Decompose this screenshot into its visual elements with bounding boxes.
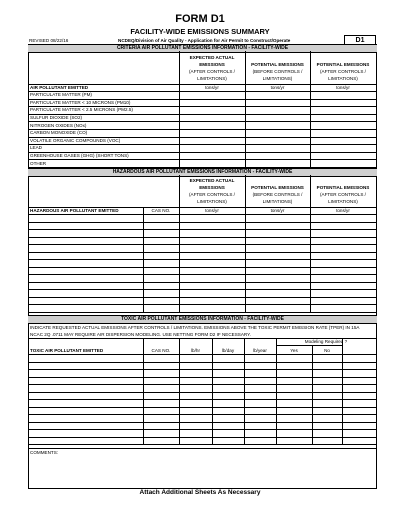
criteria-pollutant-label: PARTICULATE MATTER < 10 MICRONS (PM10) bbox=[30, 99, 131, 105]
toxic-entry-cell[interactable] bbox=[180, 408, 211, 414]
hap-entry-cell[interactable] bbox=[180, 253, 244, 259]
hap-unit-1: tons/yr bbox=[205, 208, 219, 213]
toxic-entry-cell[interactable] bbox=[29, 370, 142, 376]
toxic-entry-cell[interactable] bbox=[180, 363, 211, 369]
hap-entry-cell[interactable] bbox=[311, 283, 375, 289]
criteria-value-cell[interactable] bbox=[246, 138, 309, 144]
hap-entry-cell[interactable] bbox=[144, 283, 178, 289]
hap-entry-cell[interactable] bbox=[180, 215, 244, 221]
toxic-entry-cell[interactable] bbox=[277, 355, 311, 361]
hap-entry-cell[interactable] bbox=[180, 290, 244, 296]
toxic-instructions-line1: INDICATE REQUESTED ACTUAL EMISSIONS AFTER CONTROLS / LIMITATIONS. EMISSIONS ABOVE THE TOXIC PERMIT EMISSION RATE (TPER) IN 15A bbox=[30, 325, 360, 330]
hap-entry-cell[interactable] bbox=[311, 305, 375, 311]
hap-col1-line1: EXPECTED ACTUAL bbox=[189, 178, 235, 183]
hap-col3-line1: POTENTIAL EMISSIONS bbox=[316, 185, 370, 190]
toxic-entry-cell[interactable] bbox=[313, 423, 341, 429]
hazardous-section-header: HAZARDOUS AIR POLLUTANT EMISSIONS INFORMATION - FACILITY-WIDE bbox=[28, 168, 377, 177]
toxic-entry-cell[interactable] bbox=[277, 363, 311, 369]
hap-entry-cell[interactable] bbox=[311, 268, 375, 274]
hap-entry-cell[interactable] bbox=[311, 260, 375, 266]
criteria-value-cell[interactable] bbox=[311, 107, 375, 113]
toxic-entry-cell[interactable] bbox=[313, 363, 341, 369]
criteria-col1-line1: EXPECTED ACTUAL bbox=[189, 55, 235, 60]
toxic-entry-cell[interactable] bbox=[277, 423, 311, 429]
attach-sheets-note: Attach Additional Sheets As Necessary bbox=[139, 489, 261, 496]
criteria-pollutant-label: OTHER bbox=[30, 160, 47, 166]
toxic-entry-cell[interactable] bbox=[29, 430, 142, 436]
criteria-col1-line3: (AFTER CONTROLS / bbox=[189, 69, 235, 74]
toxic-entry-cell[interactable] bbox=[29, 400, 142, 406]
toxic-entry-cell[interactable] bbox=[144, 415, 178, 421]
toxic-entry-cell[interactable] bbox=[29, 423, 142, 429]
criteria-pollutant-label: CARBON MONOXIDE (CO) bbox=[30, 130, 88, 136]
toxic-entry-cell[interactable] bbox=[313, 355, 341, 361]
hap-entry-cell[interactable] bbox=[246, 275, 309, 281]
hap-entry-cell[interactable] bbox=[246, 245, 309, 251]
toxic-entry-cell[interactable] bbox=[245, 355, 275, 361]
hap-col2-line2: (BEFORE CONTROLS / bbox=[252, 192, 303, 197]
toxic-entry-cell[interactable] bbox=[245, 415, 275, 421]
criteria-value-cell[interactable] bbox=[180, 100, 244, 106]
hap-entry-cell[interactable] bbox=[144, 238, 178, 244]
hap-entry-cell[interactable] bbox=[29, 223, 142, 229]
hap-entry-cell[interactable] bbox=[246, 268, 309, 274]
hap-col3-line3: LIMITATIONS) bbox=[328, 199, 358, 204]
toxic-modeling-rule bbox=[276, 345, 342, 346]
toxic-entry-cell[interactable] bbox=[29, 415, 142, 421]
hap-entry-cell[interactable] bbox=[29, 253, 142, 259]
comments-label: COMMENTS: bbox=[30, 450, 59, 455]
hap-entry-cell[interactable] bbox=[144, 230, 178, 236]
toxic-entry-cell[interactable] bbox=[245, 378, 275, 384]
hap-entry-cell[interactable] bbox=[29, 275, 142, 281]
hap-entry-cell[interactable] bbox=[180, 260, 244, 266]
toxic-entry-cell[interactable] bbox=[213, 355, 243, 361]
toxic-entry-cell[interactable] bbox=[245, 430, 275, 436]
toxic-entry-cell[interactable] bbox=[144, 393, 178, 399]
criteria-value-cell[interactable] bbox=[311, 115, 375, 121]
hap-col2-line3: LIMITATIONS) bbox=[262, 199, 293, 204]
criteria-value-cell[interactable] bbox=[246, 153, 309, 159]
criteria-col1-line2: EMISSIONS bbox=[199, 62, 225, 67]
criteria-col2-line1: POTENTIAL EMISSIONS bbox=[251, 62, 304, 67]
toxic-entry-cell[interactable] bbox=[245, 385, 275, 391]
toxic-instructions-line2: NCAC 2Q .0711 MAY REQUIRE AIR DISPERSION MODELING. USE NETTING FORM D2 IF NECESSARY. bbox=[30, 332, 251, 337]
criteria-pollutant-label: VOLATILE ORGANIC COMPOUNDS (VOC) bbox=[30, 137, 121, 143]
toxic-entry-cell[interactable] bbox=[213, 423, 243, 429]
hap-entry-cell[interactable] bbox=[144, 275, 178, 281]
hap-entry-cell[interactable] bbox=[29, 305, 142, 311]
toxic-entry-cell[interactable] bbox=[277, 393, 311, 399]
toxic-col-divider bbox=[342, 338, 343, 444]
criteria-pollutant-label: GREENHOUSE GASES (GHG) (SHORT TONS) bbox=[30, 153, 129, 158]
toxic-entry-cell[interactable] bbox=[144, 400, 178, 406]
hap-col1-line2: EMISSIONS bbox=[199, 185, 225, 190]
hap-entry-cell[interactable] bbox=[29, 245, 142, 251]
toxic-entry-cell[interactable] bbox=[180, 393, 211, 399]
form-title: FORM D1 bbox=[175, 13, 225, 25]
toxic-section-header: TOXIC AIR POLLUTANT EMISSIONS INFORMATION - FACILITY-WIDE bbox=[28, 315, 377, 324]
toxic-entry-cell[interactable] bbox=[144, 378, 178, 384]
toxic-entry-cell[interactable] bbox=[213, 378, 243, 384]
hap-entry-cell[interactable] bbox=[144, 253, 178, 259]
toxic-entry-cell[interactable] bbox=[213, 393, 243, 399]
toxic-entry-cell[interactable] bbox=[180, 355, 211, 361]
toxic-entry-cell[interactable] bbox=[313, 438, 341, 444]
hap-row-rule bbox=[28, 312, 376, 313]
criteria-col3-line2: (AFTER CONTROLS / bbox=[320, 69, 366, 74]
criteria-value-cell[interactable] bbox=[180, 138, 244, 144]
hap-entry-cell[interactable] bbox=[29, 238, 142, 244]
comments-top-rule bbox=[28, 448, 376, 449]
toxic-entry-cell[interactable] bbox=[313, 393, 341, 399]
toxic-entry-cell[interactable] bbox=[29, 363, 142, 369]
hap-col1-line3: (AFTER CONTROLS / bbox=[189, 192, 235, 197]
hap-entry-cell[interactable] bbox=[144, 260, 178, 266]
toxic-entry-cell[interactable] bbox=[313, 430, 341, 436]
toxic-yes-header: Yes bbox=[290, 348, 298, 353]
criteria-value-cell[interactable] bbox=[246, 130, 309, 136]
toxic-entry-cell[interactable] bbox=[144, 430, 178, 436]
toxic-col-divider bbox=[143, 338, 144, 444]
toxic-row-header: TOXIC AIR POLLUTANT EMITTED bbox=[30, 348, 104, 353]
hap-entry-cell[interactable] bbox=[144, 290, 178, 296]
hap-entry-cell[interactable] bbox=[246, 253, 309, 259]
hap-entry-cell[interactable] bbox=[180, 298, 244, 304]
hap-entry-cell[interactable] bbox=[29, 215, 142, 221]
hap-entry-cell[interactable] bbox=[29, 290, 142, 296]
criteria-value-cell[interactable] bbox=[311, 153, 375, 159]
toxic-entry-cell[interactable] bbox=[29, 408, 142, 414]
hap-entry-cell[interactable] bbox=[246, 238, 309, 244]
hap-entry-cell[interactable] bbox=[144, 305, 178, 311]
criteria-col1-line4: LIMITATIONS) bbox=[197, 76, 227, 81]
toxic-entry-cell[interactable] bbox=[245, 363, 275, 369]
criteria-unit-3: tons/yr bbox=[336, 85, 350, 90]
criteria-value-cell[interactable] bbox=[246, 100, 309, 106]
toxic-unit-lbyear: lb/year bbox=[253, 348, 267, 353]
toxic-entry-cell[interactable] bbox=[245, 400, 275, 406]
criteria-pollutant-label: NITROGEN OXIDES (NOx) bbox=[30, 122, 87, 128]
hap-entry-cell[interactable] bbox=[180, 230, 244, 236]
hap-entry-cell[interactable] bbox=[144, 223, 178, 229]
hap-col3-line2: (AFTER CONTROLS / bbox=[320, 192, 366, 197]
toxic-entry-cell[interactable] bbox=[29, 378, 142, 384]
hap-entry-cell[interactable] bbox=[311, 275, 375, 281]
toxic-entry-cell[interactable] bbox=[180, 378, 211, 384]
toxic-col-divider bbox=[244, 338, 245, 444]
hap-entry-cell[interactable] bbox=[246, 290, 309, 296]
criteria-col3-line3: LIMITATIONS) bbox=[328, 76, 358, 81]
toxic-entry-cell[interactable] bbox=[144, 385, 178, 391]
criteria-unit-2: tons/yr bbox=[270, 85, 285, 90]
toxic-entry-cell[interactable] bbox=[144, 423, 178, 429]
hap-entry-cell[interactable] bbox=[311, 245, 375, 251]
toxic-entry-cell[interactable] bbox=[29, 355, 142, 361]
criteria-value-cell[interactable] bbox=[246, 160, 309, 166]
toxic-entry-cell[interactable] bbox=[144, 370, 178, 376]
toxic-entry-cell[interactable] bbox=[277, 385, 311, 391]
hap-entry-cell[interactable] bbox=[246, 298, 309, 304]
hap-entry-cell[interactable] bbox=[311, 290, 375, 296]
hap-entry-cell[interactable] bbox=[311, 238, 375, 244]
hap-entry-cell[interactable] bbox=[180, 283, 244, 289]
toxic-entry-cell[interactable] bbox=[313, 385, 341, 391]
criteria-value-cell[interactable] bbox=[311, 122, 375, 128]
hap-entry-cell[interactable] bbox=[246, 223, 309, 229]
criteria-value-cell[interactable] bbox=[180, 145, 244, 151]
toxic-entry-cell[interactable] bbox=[180, 370, 211, 376]
toxic-entry-cell[interactable] bbox=[213, 438, 243, 444]
hap-entry-cell[interactable] bbox=[180, 223, 244, 229]
toxic-entry-cell[interactable] bbox=[277, 370, 311, 376]
criteria-pollutant-label: SULFUR DIOXIDE (SO2) bbox=[30, 115, 83, 120]
toxic-entry-cell[interactable] bbox=[245, 423, 275, 429]
toxic-entry-cell[interactable] bbox=[245, 393, 275, 399]
hap-entry-cell[interactable] bbox=[144, 268, 178, 274]
criteria-value-cell[interactable] bbox=[180, 160, 244, 166]
hap-entry-cell[interactable] bbox=[246, 305, 309, 311]
criteria-col3-line1: POTENTIAL EMISSIONS bbox=[316, 62, 370, 67]
hap-unit-3: tons/yr bbox=[336, 208, 350, 213]
hap-entry-cell[interactable] bbox=[246, 283, 309, 289]
criteria-value-cell[interactable] bbox=[311, 100, 375, 106]
toxic-entry-cell[interactable] bbox=[277, 415, 311, 421]
toxic-entry-cell[interactable] bbox=[144, 438, 178, 444]
toxic-entry-cell[interactable] bbox=[29, 393, 142, 399]
hap-col1-line4: LIMITATIONS) bbox=[197, 199, 227, 204]
hap-entry-cell[interactable] bbox=[311, 253, 375, 259]
hap-entry-cell[interactable] bbox=[246, 215, 309, 221]
toxic-col-divider bbox=[276, 338, 277, 444]
comments-field[interactable] bbox=[30, 456, 370, 484]
modeling-required-label: Modeling Required ? bbox=[304, 339, 348, 344]
toxic-entry-cell[interactable] bbox=[213, 370, 243, 376]
criteria-col2-line3: LIMITATIONS) bbox=[262, 76, 293, 81]
toxic-entry-cell[interactable] bbox=[213, 415, 243, 421]
toxic-entry-cell[interactable] bbox=[180, 400, 211, 406]
hap-entry-cell[interactable] bbox=[311, 230, 375, 236]
toxic-no-header: No bbox=[324, 348, 330, 353]
toxic-entry-cell[interactable] bbox=[144, 355, 178, 361]
toxic-entry-cell[interactable] bbox=[213, 385, 243, 391]
criteria-value-cell[interactable] bbox=[246, 122, 309, 128]
hap-entry-cell[interactable] bbox=[180, 275, 244, 281]
toxic-entry-cell[interactable] bbox=[213, 400, 243, 406]
hap-entry-cell[interactable] bbox=[144, 215, 178, 221]
criteria-value-cell[interactable] bbox=[311, 130, 375, 136]
criteria-value-cell[interactable] bbox=[180, 153, 244, 159]
toxic-entry-cell[interactable] bbox=[180, 385, 211, 391]
toxic-unit-lbday: lb/day bbox=[221, 348, 235, 353]
toxic-col-divider bbox=[212, 338, 213, 444]
toxic-cas-header: CAS NO. bbox=[151, 348, 171, 353]
criteria-value-cell[interactable] bbox=[180, 122, 244, 128]
toxic-entry-cell[interactable] bbox=[180, 430, 211, 436]
hap-entry-cell[interactable] bbox=[311, 223, 375, 229]
criteria-section-header: CRITERIA AIR POLLUTANT EMISSIONS INFORMATION - FACILITY-WIDE bbox=[28, 44, 377, 53]
toxic-entry-cell[interactable] bbox=[29, 385, 142, 391]
toxic-entry-cell[interactable] bbox=[213, 408, 243, 414]
agency-line: NCDEQ/Division of Air Quality - Application for Air Permit to Construct/Operate bbox=[118, 38, 291, 43]
toxic-entry-cell[interactable] bbox=[313, 400, 341, 406]
toxic-entry-cell[interactable] bbox=[245, 370, 275, 376]
toxic-entry-cell[interactable] bbox=[313, 415, 341, 421]
criteria-value-cell[interactable] bbox=[246, 145, 309, 151]
criteria-value-cell[interactable] bbox=[311, 92, 375, 98]
hap-entry-cell[interactable] bbox=[246, 230, 309, 236]
criteria-value-cell[interactable] bbox=[311, 160, 375, 166]
toxic-entry-cell[interactable] bbox=[213, 363, 243, 369]
toxic-unit-lbhr: lb/hr bbox=[191, 348, 200, 353]
toxic-entry-cell[interactable] bbox=[277, 438, 311, 444]
hap-entry-cell[interactable] bbox=[144, 298, 178, 304]
toxic-entry-cell[interactable] bbox=[277, 408, 311, 414]
toxic-entry-cell[interactable] bbox=[144, 408, 178, 414]
toxic-entry-cell[interactable] bbox=[180, 438, 211, 444]
toxic-entry-cell[interactable] bbox=[245, 438, 275, 444]
criteria-pollutant-label: LEAD bbox=[30, 145, 43, 151]
criteria-value-cell[interactable] bbox=[311, 138, 375, 144]
hap-unit-2: tons/yr bbox=[270, 208, 285, 213]
form-subtitle: FACILITY-WIDE EMISSIONS SUMMARY bbox=[130, 27, 270, 36]
criteria-value-cell[interactable] bbox=[180, 107, 244, 113]
criteria-col2-line2: (BEFORE CONTROLS / bbox=[252, 69, 303, 74]
hap-entry-cell[interactable] bbox=[180, 268, 244, 274]
criteria-value-cell[interactable] bbox=[311, 145, 375, 151]
toxic-entry-cell[interactable] bbox=[277, 400, 311, 406]
criteria-unit-1: tons/yr bbox=[205, 85, 219, 90]
toxic-entry-cell[interactable] bbox=[180, 415, 211, 421]
toxic-entry-cell[interactable] bbox=[277, 430, 311, 436]
hap-entry-cell[interactable] bbox=[246, 260, 309, 266]
criteria-value-cell[interactable] bbox=[180, 115, 244, 121]
toxic-row-rule bbox=[28, 444, 376, 445]
toxic-entry-cell[interactable] bbox=[313, 408, 341, 414]
hap-entry-cell[interactable] bbox=[180, 238, 244, 244]
criteria-value-cell[interactable] bbox=[180, 92, 244, 98]
criteria-value-cell[interactable] bbox=[180, 130, 244, 136]
toxic-entry-cell[interactable] bbox=[277, 378, 311, 384]
toxic-col-divider bbox=[179, 338, 180, 444]
criteria-pollutant-label: PARTICULATE MATTER (PM) bbox=[30, 92, 92, 98]
hap-entry-cell[interactable] bbox=[311, 298, 375, 304]
criteria-pollutant-label: PARTICULATE MATTER < 2.5 MICRONS (PM2.5) bbox=[30, 107, 133, 113]
hap-entry-cell[interactable] bbox=[29, 268, 142, 274]
hap-entry-cell[interactable] bbox=[180, 305, 244, 311]
form-code-box: D1 bbox=[344, 35, 376, 46]
hap-entry-cell[interactable] bbox=[144, 245, 178, 251]
criteria-row-header: AIR POLLUTANT EMITTED bbox=[30, 85, 89, 90]
hap-entry-cell[interactable] bbox=[29, 260, 142, 266]
hap-cas-header: CAS NO. bbox=[151, 208, 171, 213]
toxic-entry-cell[interactable] bbox=[313, 378, 341, 384]
toxic-entry-cell[interactable] bbox=[313, 370, 341, 376]
hap-entry-cell[interactable] bbox=[29, 298, 142, 304]
criteria-value-cell[interactable] bbox=[246, 115, 309, 121]
hap-entry-cell[interactable] bbox=[29, 230, 142, 236]
hap-col2-line1: POTENTIAL EMISSIONS bbox=[251, 185, 304, 190]
criteria-value-cell[interactable] bbox=[246, 107, 309, 113]
criteria-value-cell[interactable] bbox=[246, 92, 309, 98]
toxic-entry-cell[interactable] bbox=[245, 408, 275, 414]
toxic-entry-cell[interactable] bbox=[213, 430, 243, 436]
hap-entry-cell[interactable] bbox=[311, 215, 375, 221]
toxic-entry-cell[interactable] bbox=[29, 438, 142, 444]
revised-date: REVISED 08/22/16 bbox=[29, 38, 69, 43]
hap-entry-cell[interactable] bbox=[180, 245, 244, 251]
hap-entry-cell[interactable] bbox=[29, 283, 142, 289]
toxic-entry-cell[interactable] bbox=[180, 423, 211, 429]
hap-row-header: HAZARDOUS AIR POLLUTANT EMITTED bbox=[30, 208, 119, 213]
toxic-entry-cell[interactable] bbox=[144, 363, 178, 369]
